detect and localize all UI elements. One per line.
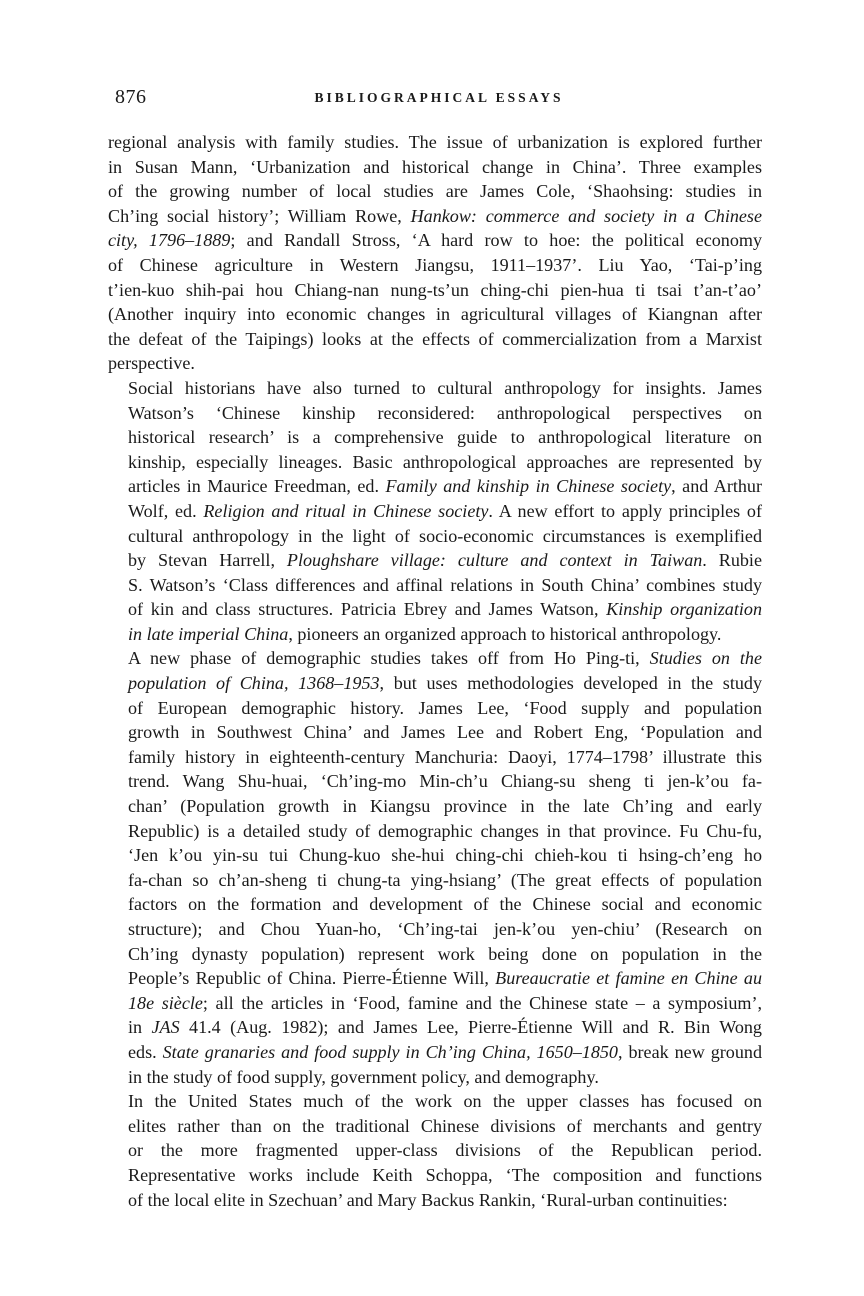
text-line: fa-chan so ch’an-sheng ti chung-ta ying-hsiang’ (The great effects of population [128, 869, 762, 890]
italic-title: 18e siècle [128, 992, 203, 1013]
italic-title: Ploughshare village: culture and context in Taiwan [286, 550, 703, 571]
text-line: Representative works include Keith Schoppa, ‘The composition and functions [128, 1164, 762, 1185]
text-line: the defeat of the Taipings) looks at the effects of commercialization from a Marxist [108, 328, 762, 349]
text-line: trend. Wang Shu-huai, ‘Ch’ing-mo Min-ch’u Chiang-su sheng ti jen-k’ou fa- [128, 771, 762, 792]
text-line: eds. State granaries and food supply in Ch’ing China, 1650–1850, break new ground [128, 1041, 762, 1062]
text-line: In the United States much of the work on the upper classes has focused on [128, 1091, 762, 1112]
page-header [115, 86, 763, 116]
text-line: S. Watson’s ‘Class differences and affinal relations in South China’ combines study [128, 574, 762, 595]
italic-title: State granaries and food supply in Ch’ing China, 1650–1850 [162, 1041, 618, 1062]
text-line: Wolf, ed. Religion and ritual in Chinese society. A new effort to apply principles of [128, 500, 762, 521]
italic-title: Kinship organization [606, 599, 762, 620]
text-line: in late imperial China, pioneers an organized approach to historical anthropology. [128, 623, 722, 644]
text-line: t’ien-kuo shih-pai hou Chiang-nan nung-ts’un ching-chi pien-hua ti tsai t’an-t’ao’ [108, 279, 762, 300]
text-line: cultural anthropology in the light of socio-economic circumstances is exemplified [128, 525, 762, 546]
text-line: (Another inquiry into economic changes in agricultural villages of Kiangnan after [108, 304, 762, 325]
text-line: in the study of food supply, government policy, and demography. [128, 1066, 599, 1087]
text-line: articles in Maurice Freedman, ed. Family and kinship in Chinese society, and Arthur [128, 476, 763, 497]
text-line: kinship, especially lineages. Basic anthropological approaches are represented by [128, 451, 762, 472]
text-line: growth in Southwest China’ and James Lee and Robert Eng, ‘Population and [128, 722, 762, 743]
paragraph [108, 646, 762, 1089]
text-line: Ch’ing dynasty population) represent work being done on population in the [128, 943, 762, 964]
text-line: Ch’ing social history’; William Rowe, Hankow: commerce and society in a Chinese [108, 205, 762, 226]
page-number: 876 [115, 86, 147, 108]
essay-body [108, 130, 762, 1212]
text-line: A new phase of demographic studies takes off from Ho Ping-ti, Studies on the [128, 648, 762, 669]
italic-title: Bureaucratie et famine en Chine au [495, 968, 762, 989]
text-line: elites rather than on the traditional Chinese divisions of merchants and gentry [128, 1115, 762, 1136]
text-line: of European demographic history. James Lee, ‘Food supply and population [128, 697, 762, 718]
text-line: in JAS 41.4 (Aug. 1982); and James Lee, Pierre-Étienne Will and R. Bin Wong [128, 1017, 762, 1038]
italic-title: JAS [151, 1017, 180, 1038]
text-line: of the local elite in Szechuan’ and Mary Backus Rankin, ‘Rural-urban continuities: [128, 1189, 728, 1210]
text-line: Republic) is a detailed study of demographic changes in that province. Fu Chu-fu, [128, 820, 762, 841]
paragraph [108, 376, 762, 647]
text-line: city, 1796–1889; and Randall Stross, ‘A hard row to hoe: the political economy [108, 230, 762, 251]
italic-title: Religion and ritual in Chinese society [203, 500, 489, 521]
text-line: 18e siècle; all the articles in ‘Food, famine and the Chinese state – a symposium’, [128, 992, 762, 1013]
text-line: of the growing number of local studies are James Cole, ‘Shaohsing: studies in [108, 181, 762, 202]
text-line: perspective. [108, 353, 195, 374]
text-line: regional analysis with family studies. The issue of urbanization is explored further [108, 132, 762, 152]
text-line: historical research’ is a comprehensive guide to anthropological literature on [128, 427, 762, 448]
text-line: chan’ (Population growth in Kiangsu province in the late Ch’ing and early [128, 796, 762, 817]
text-line: in Susan Mann, ‘Urbanization and historical change in China’. Three examples [108, 156, 762, 177]
italic-title: Hankow: commerce and society in a Chinese [410, 205, 762, 226]
paragraph [108, 1089, 762, 1212]
text-line: Social historians have also turned to cultural anthropology for insights. James [128, 377, 762, 398]
paragraph [108, 130, 762, 376]
running-head: BIBLIOGRAPHICAL ESSAYS [314, 90, 564, 105]
italic-title: in late imperial China [128, 623, 289, 644]
text-line: family history in eighteenth-century Manchuria: Daoyi, 1774–1798’ illustrate this [128, 746, 762, 767]
text-line: People’s Republic of China. Pierre-Étienne Will, Bureaucratie et famine en Chine au [128, 968, 762, 989]
italic-title: Family and kinship in Chinese society [385, 476, 672, 497]
text-line: factors on the formation and development of the Chinese social and economic [128, 894, 762, 915]
text-line: Watson’s ‘Chinese kinship reconsidered: anthropological perspectives on [128, 402, 762, 423]
text-line: of kin and class structures. Patricia Ebrey and James Watson, Kinship organization [128, 599, 762, 620]
italic-title: population of China, 1368–1953 [128, 673, 380, 694]
text-line: ‘Jen k’ou yin-su tui Chung-kuo she-hui ching-chi chieh-kou ti hsing-ch’eng ho [128, 845, 762, 866]
text-line: of Chinese agriculture in Western Jiangsu, 1911–1937’. Liu Yao, ‘Tai-p’ing [108, 254, 762, 275]
text-line: population of China, 1368–1953, but uses methodologies developed in the study [128, 673, 762, 694]
text-line: structure); and Chou Yuan-ho, ‘Ch’ing-tai jen-k’ou yen-chiu’ (Research on [128, 919, 762, 939]
text-line: or the more fragmented upper-class divisions of the Republican period. [128, 1140, 762, 1161]
italic-title: Studies on the [649, 648, 762, 669]
text-line: by Stevan Harrell, Ploughshare village: culture and context in Taiwan. Rubie [128, 550, 762, 571]
italic-title: city, 1796–1889 [108, 230, 231, 251]
